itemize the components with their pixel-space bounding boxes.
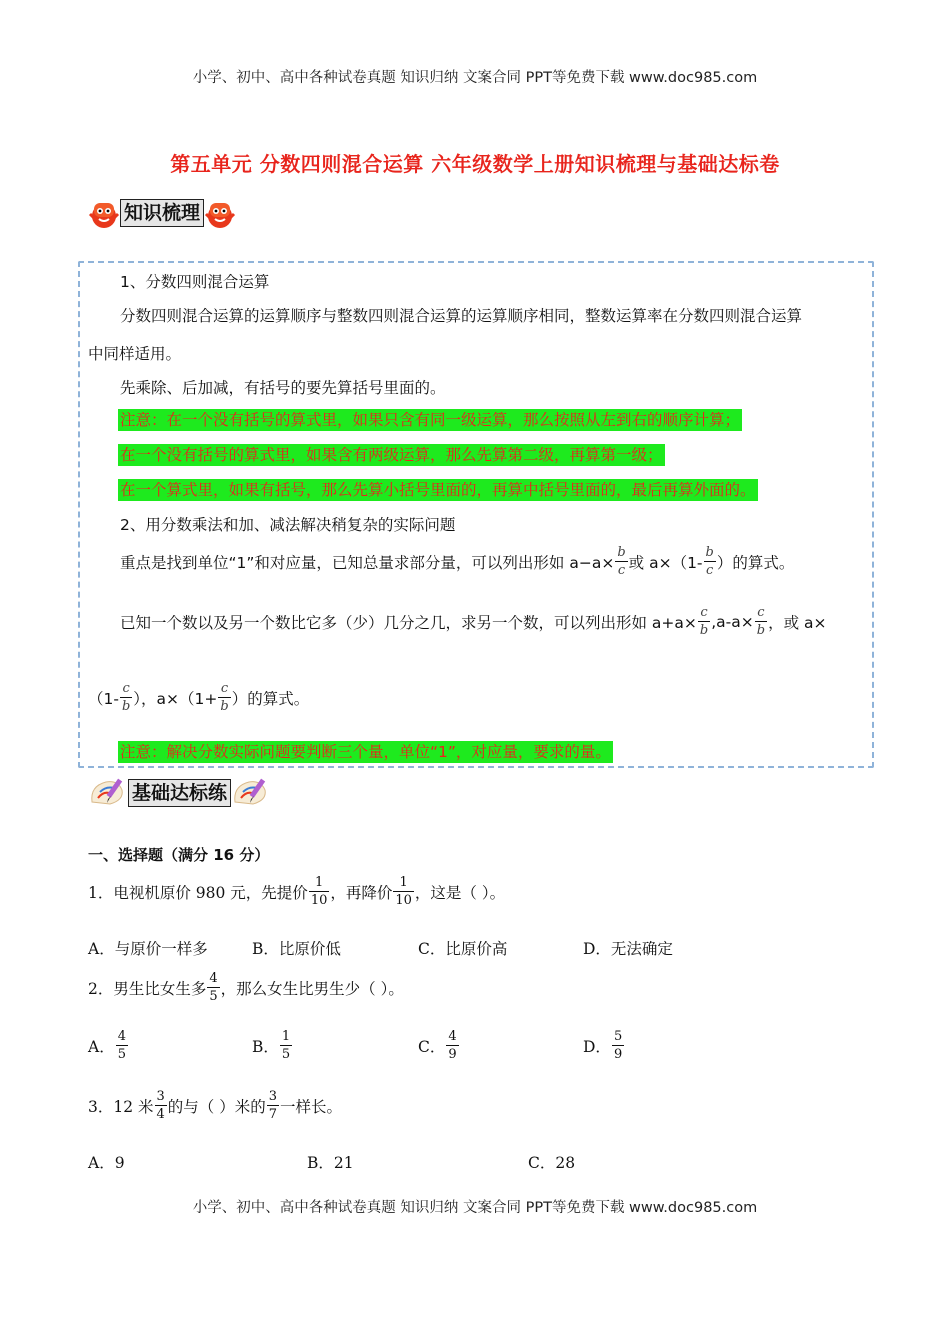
fraction-denominator: 7 xyxy=(268,1107,278,1122)
fraction-denominator: 5 xyxy=(209,989,218,1004)
fraction-numerator: b xyxy=(705,545,714,560)
fraction-numerator: b xyxy=(617,545,626,560)
pencil-icon xyxy=(88,776,128,810)
page-footer: 小学、初中、高中各种试卷真题 知识归纳 文案合同 PPT等免费下载 www.doc985.com xyxy=(192,1200,758,1216)
item2-title: 2、用分数乘法和加、减法解决稍复杂的实际问题 xyxy=(120,516,456,534)
item1-paragraph-line1: 分数四则混合运算的运算顺序与整数四则混合运算的运算顺序相同，整数运算率在分数四则混合运算 xyxy=(120,307,803,325)
fraction-c-over-b xyxy=(755,606,767,637)
fraction-numerator: 1 xyxy=(399,875,408,890)
fraction-b-over-c xyxy=(704,546,716,577)
fraction-denominator: 4 xyxy=(156,1107,165,1122)
fraction-numerator: c xyxy=(122,681,130,696)
fraction-denominator: 10 xyxy=(395,893,412,908)
fraction-denominator: b xyxy=(121,699,131,714)
item2-p1-prefix: 重点是找到单位“1”和对应量，已知总量求部分量，可以列出形如 a−a× xyxy=(120,553,615,572)
fraction-1-over-10 xyxy=(309,876,330,907)
option-label: B． xyxy=(252,1037,279,1056)
document-title: 第五单元 分数四则混合运算 六年级数学上册知识梳理与基础达标卷 xyxy=(170,152,780,176)
fraction-c-over-b xyxy=(218,682,230,713)
item2-p3-c: ）的算式。 xyxy=(231,689,310,708)
fraction-denominator: b xyxy=(699,623,709,638)
note-highlight-3: 在一个算式里，如果有括号，那么先算小括号里面的，再算中括号里面的，最后再算外面的。 xyxy=(120,481,756,499)
q1-option-a[interactable]: A．与原价一样多 xyxy=(88,940,208,958)
option-fraction xyxy=(446,1030,458,1061)
q2-prefix: 2．男生比女生多 xyxy=(88,979,207,998)
fraction-numerator: 4 xyxy=(117,1029,126,1044)
question-1 xyxy=(88,876,505,907)
fraction-numerator: 3 xyxy=(156,1089,165,1104)
fraction-numerator: 5 xyxy=(613,1029,623,1044)
fraction-numerator: 3 xyxy=(268,1089,278,1104)
mascot-icon xyxy=(204,196,236,230)
fraction-denominator: c xyxy=(617,563,626,578)
fraction-numerator: c xyxy=(757,605,765,620)
fraction-denominator: 10 xyxy=(310,893,328,908)
q1-mid: ，再降价 xyxy=(330,883,393,902)
item2-paragraph-2 xyxy=(120,606,827,637)
note-highlight-1: 注意：在一个没有括号的算式里，如果只含有同一级运算，那么按照从左到右的顺序计算； xyxy=(120,411,741,429)
fraction-denominator: 9 xyxy=(448,1047,457,1062)
fraction-b-over-c xyxy=(615,546,627,577)
fraction-denominator: 5 xyxy=(117,1047,126,1062)
fraction-1-over-10 xyxy=(393,876,414,907)
q2-option-d[interactable] xyxy=(583,1030,625,1061)
option-fraction xyxy=(280,1030,292,1061)
note-highlight-2: 在一个没有括号的算式里，如果含有两级运算，那么先算第二级，再算第一级； xyxy=(120,446,663,464)
fraction-numerator: 1 xyxy=(281,1029,291,1044)
practice-heading xyxy=(88,776,271,810)
page-header: 小学、初中、高中各种试卷真题 知识归纳 文案合同 PPT等免费下载 www.doc985.com xyxy=(192,70,758,86)
item1-order-rule: 先乘除、后加减，有括号的要先算括号里面的。 xyxy=(120,379,446,397)
q1-prefix: 1．电视机原价 980 元，先提价 xyxy=(88,883,308,902)
question-2 xyxy=(88,972,404,1003)
q1-suffix: ，这是（ ）。 xyxy=(414,883,506,902)
practice-heading-label: 基础达标练 xyxy=(128,779,231,807)
knowledge-heading xyxy=(88,196,236,230)
fraction-c-over-b xyxy=(120,682,132,713)
q3-option-b[interactable]: B．21 xyxy=(307,1154,354,1172)
item2-paragraph-3 xyxy=(88,682,309,713)
item1-paragraph-line2: 中同样适用。 xyxy=(88,345,182,363)
fraction-numerator: c xyxy=(700,605,708,620)
q2-option-a[interactable] xyxy=(88,1030,129,1061)
item2-p3-b: ），a×（1+ xyxy=(133,689,218,708)
item2-p2-prefix: 已知一个数以及另一个数比它多（少）几分之几，求另一个数，可以列出形如 a+a× xyxy=(120,613,697,632)
fraction-c-over-b xyxy=(698,606,710,637)
knowledge-heading-label: 知识梳理 xyxy=(120,199,204,227)
q3-suffix: 一样长。 xyxy=(280,1097,343,1116)
option-fraction xyxy=(612,1030,624,1061)
q3-mid: 的与（ ）米的 xyxy=(167,1097,266,1116)
fraction-numerator: 4 xyxy=(448,1029,457,1044)
q1-option-b[interactable]: B．比原价低 xyxy=(252,940,341,958)
item2-p2-suffix: ，或 a× xyxy=(768,613,827,632)
q3-option-c[interactable]: C．28 xyxy=(528,1154,576,1172)
option-label: D． xyxy=(583,1037,611,1056)
mascot-icon xyxy=(88,196,120,230)
fraction-3-over-7 xyxy=(267,1090,279,1121)
q3-prefix: 3．12 米 xyxy=(88,1097,154,1116)
option-label: A． xyxy=(88,1037,115,1056)
fraction-denominator: b xyxy=(220,699,229,714)
fraction-4-over-5 xyxy=(207,972,219,1003)
fraction-denominator: 5 xyxy=(281,1047,291,1062)
option-label: C． xyxy=(418,1037,446,1056)
part1-label: 一、选择题（满分 16 分） xyxy=(88,846,270,864)
q2-option-b[interactable] xyxy=(252,1030,293,1061)
item2-p1-mid: 或 a×（1- xyxy=(628,553,703,572)
option-fraction xyxy=(116,1030,128,1061)
pencil-icon xyxy=(231,776,271,810)
fraction-denominator: 9 xyxy=(613,1047,623,1062)
q2-suffix: ，那么女生比男生少（ ）。 xyxy=(220,979,404,998)
question-3 xyxy=(88,1090,342,1121)
fraction-numerator: c xyxy=(220,681,229,696)
q3-option-a[interactable]: A．9 xyxy=(88,1154,125,1172)
fraction-numerator: 1 xyxy=(314,875,324,890)
q1-option-c[interactable]: C．比原价高 xyxy=(418,940,508,958)
note-highlight-4: 注意：解决分数实际问题要判断三个量，单位“1”，对应量，要求的量。 xyxy=(120,743,611,761)
fraction-3-over-4 xyxy=(155,1090,167,1121)
item2-p2-mid: ,a-a× xyxy=(711,612,754,631)
item2-p3-a: （1- xyxy=(88,689,119,708)
fraction-numerator: 4 xyxy=(209,971,218,986)
item1-title: 1、分数四则混合运算 xyxy=(120,273,270,291)
item2-p1-suffix: ）的算式。 xyxy=(716,553,795,572)
fraction-denominator: b xyxy=(756,623,766,638)
q1-option-d[interactable]: D．无法确定 xyxy=(583,940,673,958)
q2-option-c[interactable] xyxy=(418,1030,460,1061)
fraction-denominator: c xyxy=(706,563,714,578)
item2-paragraph-1 xyxy=(120,546,794,577)
